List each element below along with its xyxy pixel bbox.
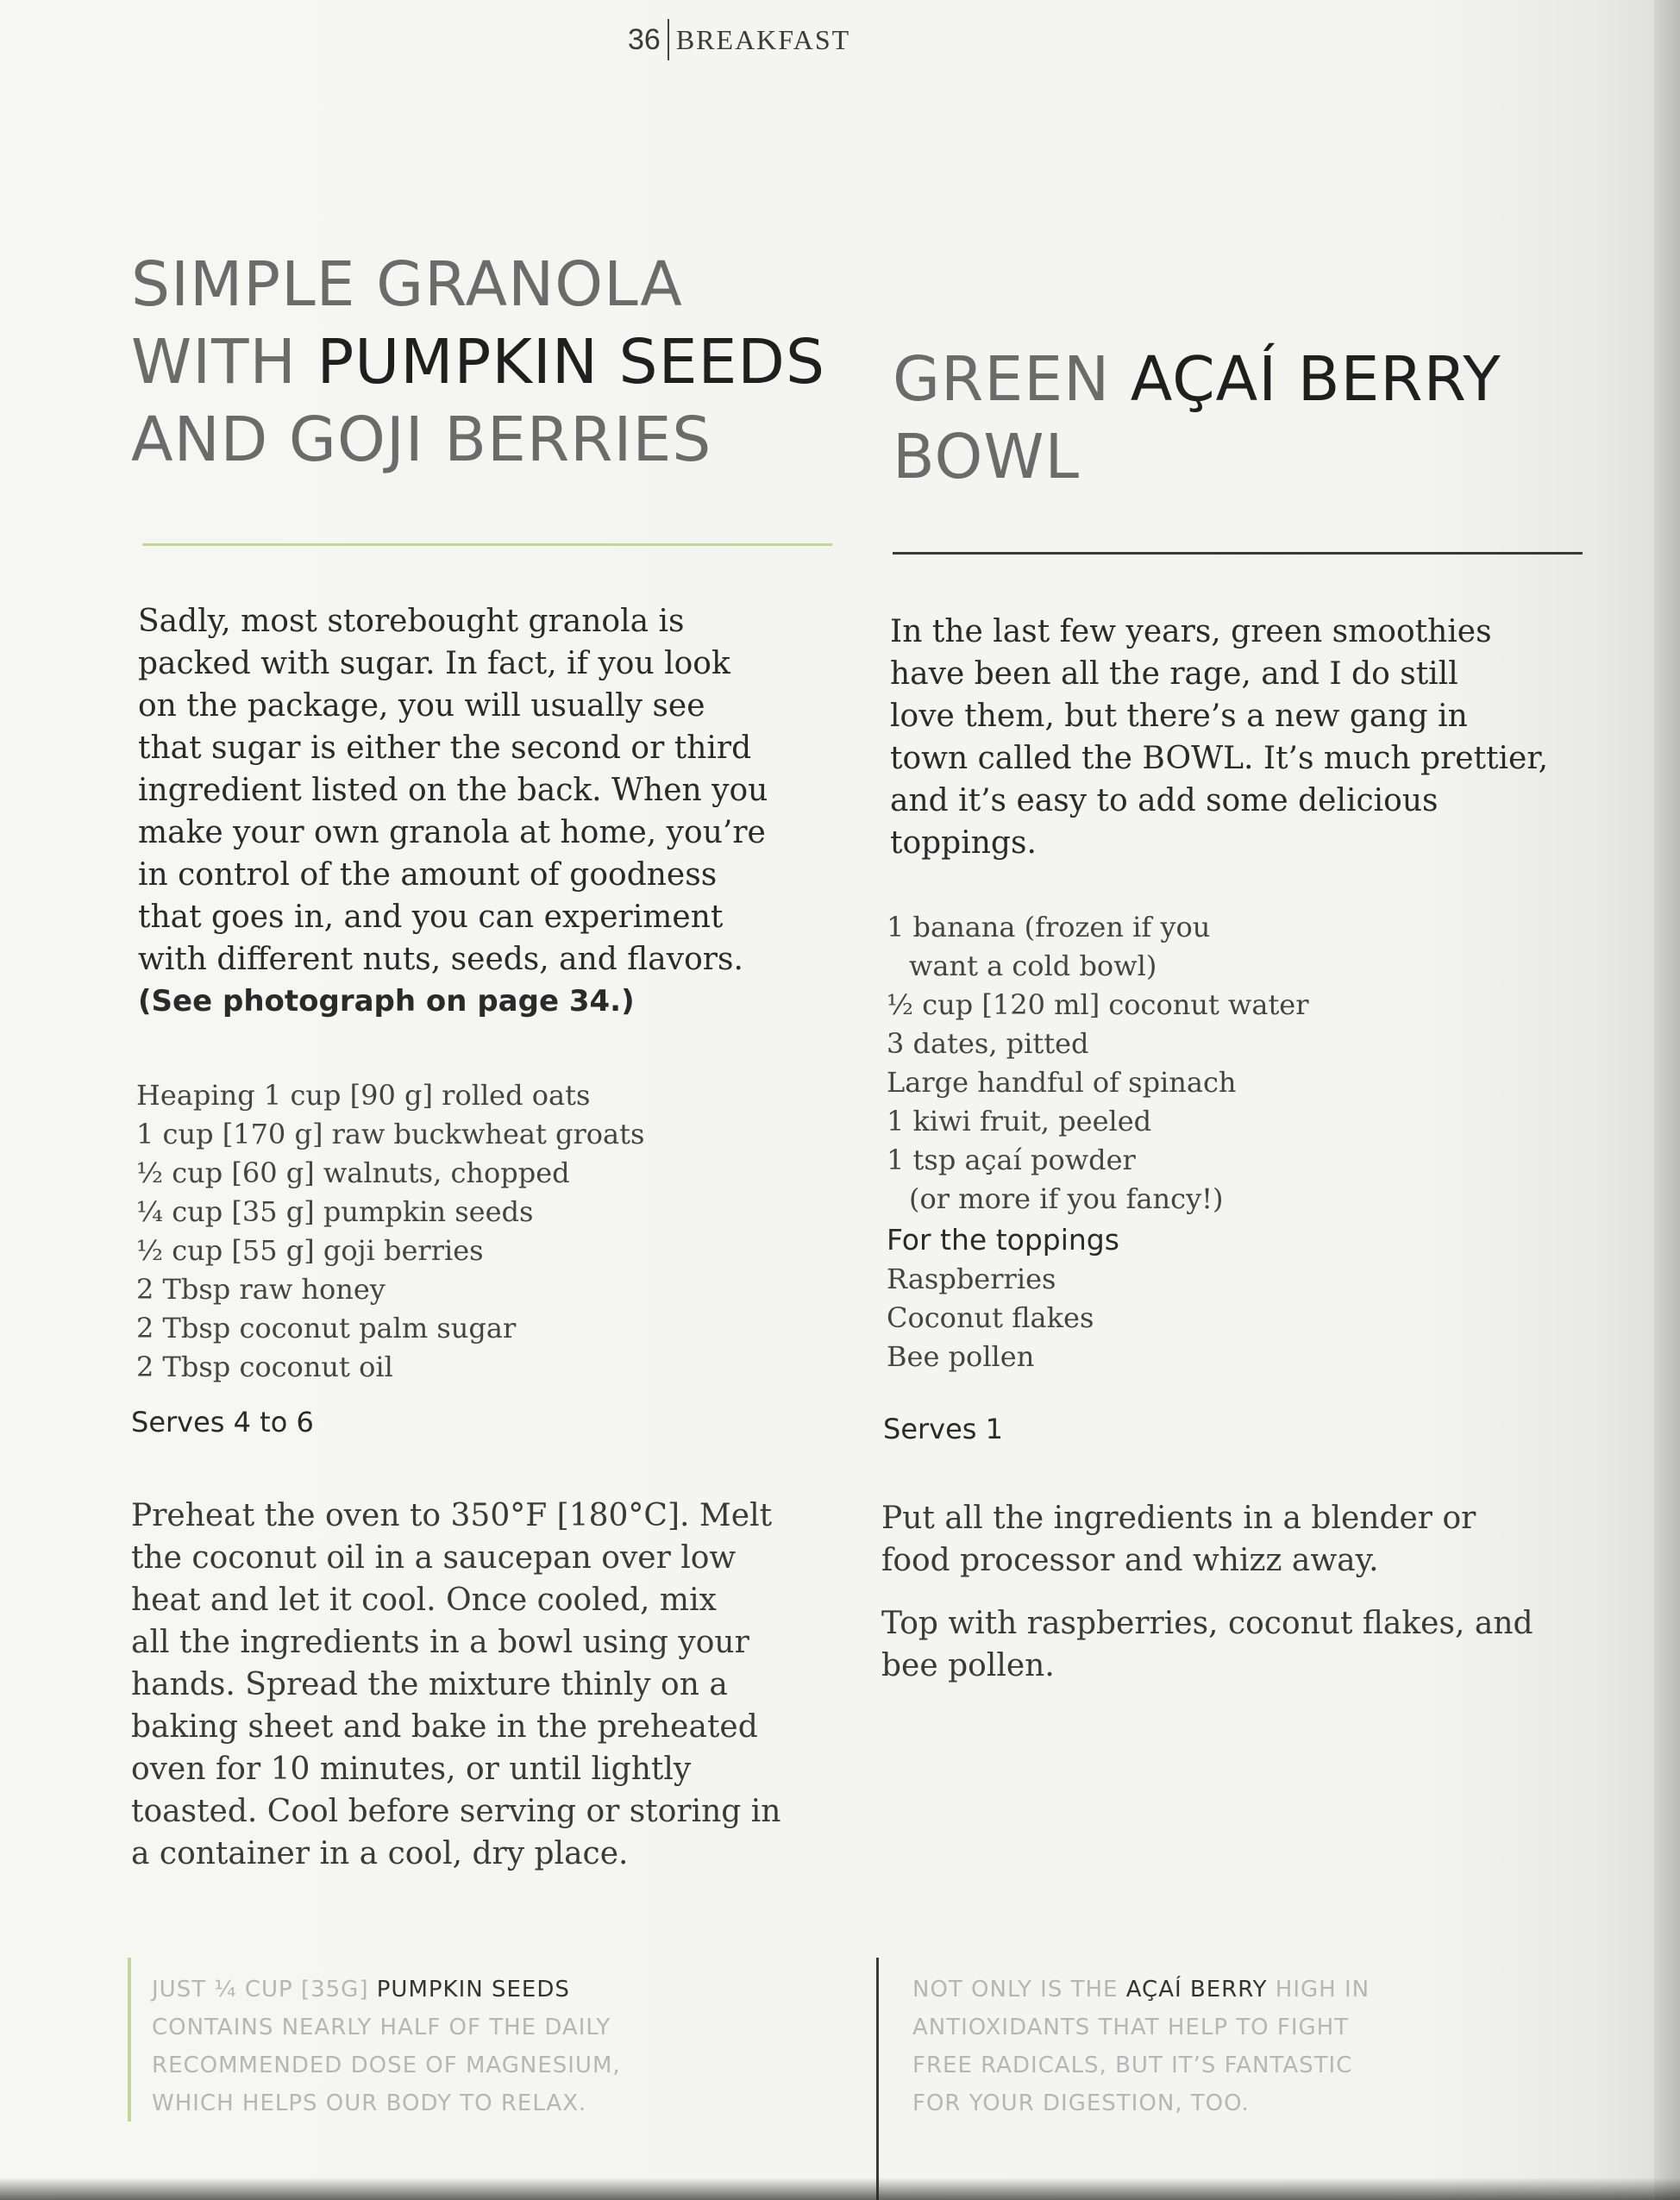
acai-intro-line: have been all the rage, and I do still — [890, 656, 1458, 692]
ingredient-item: 2 Tbsp coconut palm sugar — [136, 1312, 517, 1344]
acai-intro-line: In the last few years, green smoothies — [890, 614, 1492, 649]
acai-tip-line1 — [912, 1971, 1370, 2009]
granola-method-line: Preheat the oven to 350°F [180°C]. Melt — [131, 1498, 773, 1533]
ingredient-item: Heaping 1 cup [90 g] rolled oats — [136, 1079, 591, 1112]
granola-tip-line: CONTAINS NEARLY HALF OF THE DAILY — [152, 2015, 611, 2040]
acai-intro-line: love them, but there’s a new gang in — [890, 699, 1468, 734]
acai-title-line1-bold: AÇAÍ BERRY — [1130, 343, 1501, 415]
acai-ingredients — [887, 908, 1602, 1376]
granola-intro-line: packed with sugar. In fact, if you look — [138, 646, 730, 681]
acai-serves: Serves 1 — [883, 1413, 1003, 1445]
topping-item: Coconut flakes — [887, 1301, 1094, 1334]
ingredient-item: want a cold bowl) — [909, 950, 1157, 982]
acai-intro-line: town called the BOWL. It’s much prettier, — [890, 741, 1549, 776]
granola-intro — [138, 600, 845, 1023]
granola-intro-line: that sugar is either the second or third — [138, 730, 752, 766]
acai-method-paragraph — [881, 1497, 1597, 1582]
granola-method-line: heat and let it cool. Once cooled, mix — [131, 1583, 717, 1618]
granola-title-line1: SIMPLE GRANOLA — [131, 248, 683, 320]
section-name: BREAKFAST — [675, 23, 851, 55]
granola-tip-line1 — [152, 1971, 621, 2009]
acai-tip — [912, 1971, 1370, 2122]
granola-method-line: toasted. Cool before serving or storing in — [131, 1794, 781, 1829]
header-divider — [668, 19, 669, 60]
acai-tip-line: ANTIOXIDANTS THAT HELP TO FIGHT — [912, 2015, 1350, 2040]
granola-intro-line: ingredient listed on the back. When you — [138, 773, 768, 808]
granola-title-line2-bold: PUMPKIN SEEDS — [317, 326, 826, 398]
granola-method-line: the coconut oil in a saucepan over low — [131, 1540, 737, 1576]
acai-method — [881, 1497, 1597, 1687]
acai-title-rule — [893, 552, 1583, 555]
page-bottom-shadow — [0, 2178, 1680, 2200]
granola-intro-line: with different nuts, seeds, and flavors. — [138, 942, 743, 977]
acai-intro-line: toppings. — [890, 825, 1037, 861]
ingredient-item: 1 tsp açaí powder — [887, 1144, 1136, 1176]
ingredient-item: ½ cup [120 ml] coconut water — [887, 988, 1309, 1021]
ingredient-item: 1 cup [170 g] raw buckwheat groats — [136, 1118, 645, 1150]
granola-intro-line: make your own granola at home, you’re — [138, 815, 766, 850]
acai-intro — [890, 611, 1606, 864]
acai-intro-line: and it’s easy to add some delicious — [890, 783, 1439, 818]
ingredient-item: (or more if you fancy!) — [909, 1182, 1224, 1215]
granola-method-line: hands. Spread the mixture thinly on a — [131, 1667, 728, 1702]
acai-serves-block — [883, 1413, 1599, 1445]
granola-method-line: a container in a cool, dry place. — [131, 1836, 629, 1871]
granola-title-line2 — [131, 323, 838, 401]
acai-title-line1 — [893, 341, 1608, 418]
granola-title-line3: AND GOJI BERRIES — [131, 404, 712, 475]
granola-tip-line: RECOMMENDED DOSE OF MAGNESIUM, — [152, 2053, 621, 2078]
granola-title-rule — [142, 543, 832, 546]
granola-title — [131, 246, 838, 479]
granola-ingredients — [136, 1076, 843, 1387]
granola-tip-line1-em: PUMPKIN SEEDS — [376, 1977, 570, 2003]
granola-photo-reference: (See photograph on page 34.) — [138, 984, 635, 1019]
acai-tip-line1-tail: HIGH IN — [1267, 1977, 1370, 2003]
acai-tip-line1-em: AÇAÍ BERRY — [1125, 1977, 1268, 2003]
granola-intro-line: that goes in, and you can experiment — [138, 899, 724, 935]
granola-serves-block — [131, 1406, 838, 1438]
ingredient-item: Large handful of spinach — [887, 1066, 1237, 1099]
ingredient-item: 2 Tbsp raw honey — [136, 1273, 386, 1306]
acai-method-line: food processor and whizz away. — [881, 1543, 1379, 1578]
page-edge-shadow — [1654, 0, 1680, 2200]
granola-title-block — [131, 246, 838, 479]
granola-intro-line: on the package, you will usually see — [138, 688, 705, 724]
acai-title-line1-light: GREEN — [893, 343, 1131, 415]
ingredient-item: 1 banana (frozen if you — [887, 911, 1211, 943]
topping-item: Raspberries — [887, 1263, 1056, 1295]
ingredient-item: ½ cup [60 g] walnuts, chopped — [136, 1156, 570, 1189]
granola-intro-line: Sadly, most storebought granola is — [138, 604, 685, 639]
granola-tip-line: WHICH HELPS OUR BODY TO RELAX. — [152, 2090, 587, 2116]
acai-tip-bar — [876, 1958, 879, 2200]
acai-method-paragraph — [881, 1602, 1597, 1687]
granola-method-line: all the ingredients in a bowl using your — [131, 1625, 749, 1660]
granola-method-line: baking sheet and bake in the preheated — [131, 1709, 758, 1745]
acai-title — [893, 341, 1608, 496]
page-number: 36 — [628, 22, 661, 56]
acai-title-block — [893, 341, 1608, 496]
ingredient-item: 2 Tbsp coconut oil — [136, 1351, 393, 1383]
granola-tip-line1-light: JUST ¼ CUP [35G] — [152, 1977, 377, 2003]
granola-serves: Serves 4 to 6 — [131, 1406, 314, 1438]
acai-tip-line1-light: NOT ONLY IS THE — [912, 1977, 1126, 2003]
acai-method-line: Put all the ingredients in a blender or — [881, 1501, 1476, 1536]
toppings-heading: For the toppings — [887, 1223, 1119, 1257]
acai-title-line2: BOWL — [893, 421, 1081, 492]
ingredient-item: ¼ cup [35 g] pumpkin seeds — [136, 1195, 534, 1228]
acai-method-line: Top with raspberries, coconut flakes, and — [881, 1606, 1533, 1641]
acai-tip-line: FREE RADICALS, BUT IT’S FANTASTIC — [912, 2053, 1353, 2078]
ingredient-item: ½ cup [55 g] goji berries — [136, 1234, 484, 1267]
granola-tip-bar — [128, 1958, 131, 2122]
ingredient-item: 1 kiwi fruit, peeled — [887, 1105, 1152, 1138]
granola-method — [131, 1495, 838, 1875]
acai-method-line: bee pollen. — [881, 1648, 1055, 1683]
acai-tip-line: FOR YOUR DIGESTION, TOO. — [912, 2090, 1250, 2116]
topping-item: Bee pollen — [887, 1340, 1035, 1373]
granola-title-line2-light: WITH — [131, 326, 317, 398]
granola-tip — [152, 1971, 621, 2122]
granola-intro-line: in control of the amount of goodness — [138, 857, 718, 893]
running-header — [628, 19, 850, 60]
granola-method-line: oven for 10 minutes, or until lightly — [131, 1752, 692, 1787]
ingredient-item: 3 dates, pitted — [887, 1027, 1089, 1060]
